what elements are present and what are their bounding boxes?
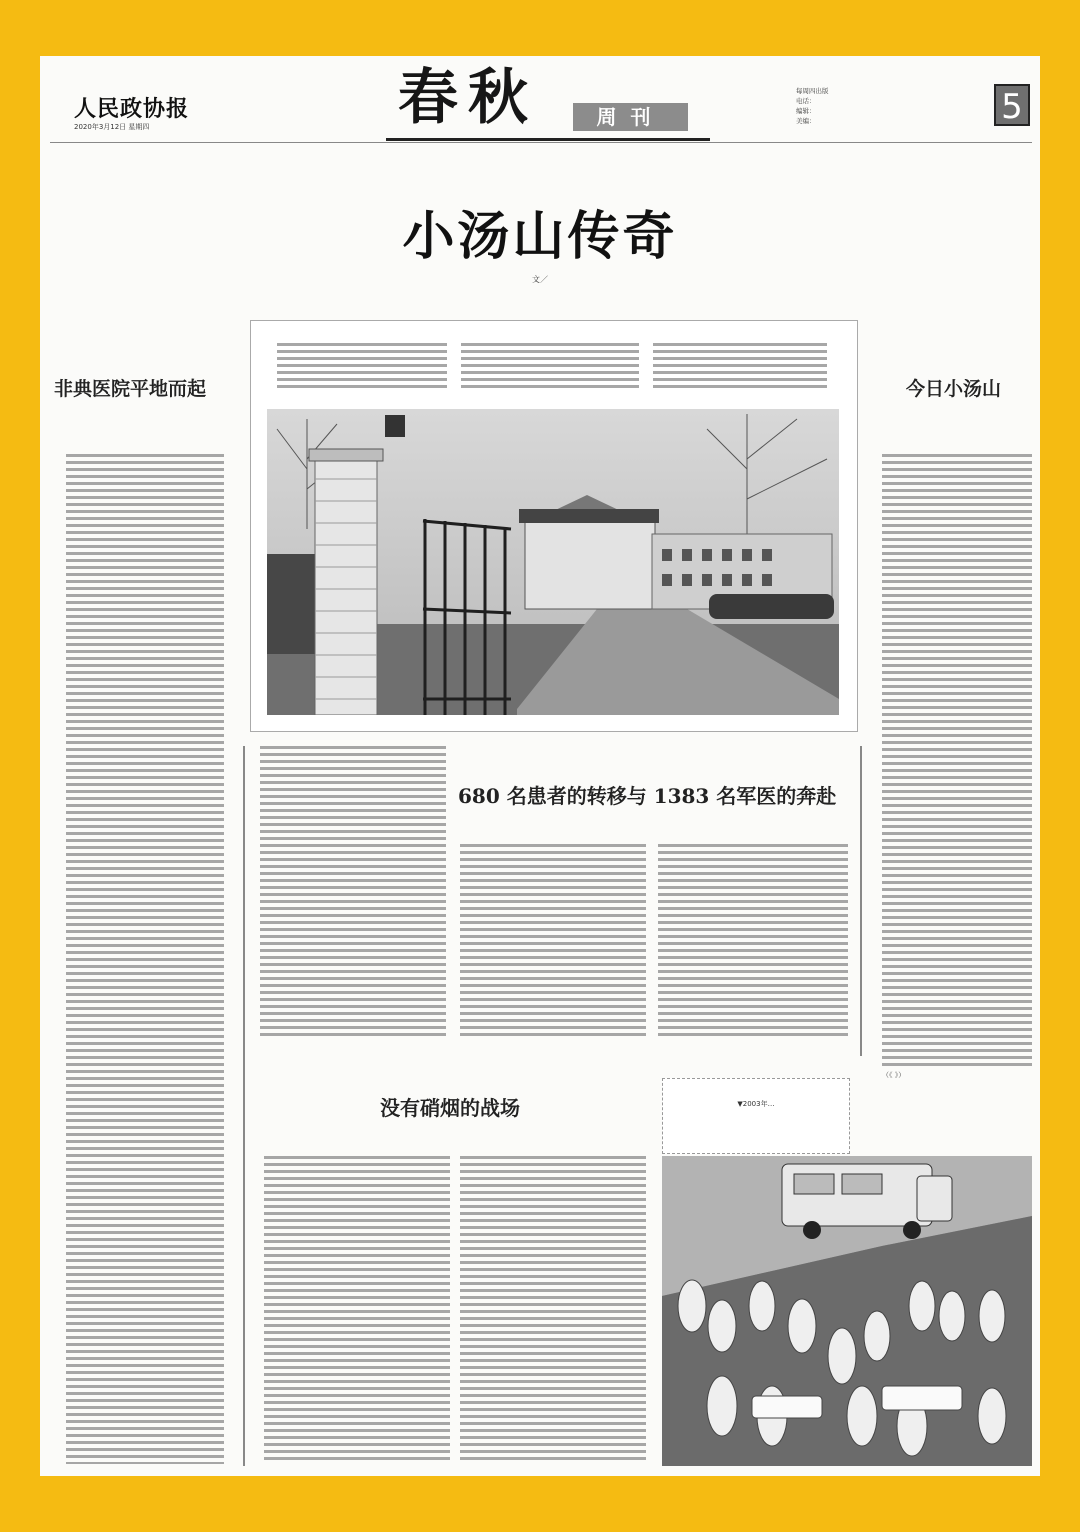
intro-text-2 bbox=[461, 343, 639, 391]
center-section-heading: 680 名患者的转移与 1383 名军医的奔赴 bbox=[458, 784, 837, 808]
newspaper-page bbox=[40, 56, 1040, 1476]
column-divider bbox=[243, 746, 245, 1466]
intro-text-1 bbox=[277, 343, 447, 391]
source-credit: （《 》） bbox=[882, 1071, 906, 1079]
header-rule bbox=[386, 138, 710, 141]
photo-caption: ▼2003年… bbox=[737, 1100, 775, 1108]
left-column-text bbox=[66, 454, 224, 1464]
hospital-gate-photo bbox=[267, 409, 839, 715]
top-photo-frame bbox=[250, 320, 858, 732]
left-section-heading: 非典医院平地而起 bbox=[54, 378, 207, 400]
column-divider bbox=[860, 746, 862, 1056]
center-text-2 bbox=[460, 844, 646, 1038]
intro-text-3 bbox=[653, 343, 827, 391]
newspaper-logo: 人民政协报 bbox=[74, 96, 190, 122]
center-text-3 bbox=[658, 844, 848, 1038]
section-subtitle: 周刊 bbox=[573, 103, 688, 131]
top-divider bbox=[50, 142, 1032, 143]
article-title: 小汤山传奇 bbox=[402, 207, 678, 267]
right-section-heading: 今日小汤山 bbox=[906, 378, 1002, 400]
medical-staff-photo bbox=[662, 1156, 1032, 1466]
masthead-info: 每周四出版 电话： 编辑： 美编： bbox=[796, 87, 829, 125]
center-text-1 bbox=[260, 746, 446, 1036]
lower-text-2 bbox=[460, 1156, 646, 1461]
lower-section-heading: 没有硝烟的战场 bbox=[380, 1096, 520, 1120]
issue-date: 2020年3月12日 星期四 bbox=[74, 123, 150, 131]
section-title: 春秋 bbox=[398, 63, 538, 133]
photo-caption-box bbox=[662, 1078, 850, 1154]
lower-text-1 bbox=[264, 1156, 450, 1461]
right-column-text bbox=[882, 454, 1032, 1066]
page-number: 5 bbox=[994, 84, 1030, 126]
byline: 文／ bbox=[532, 275, 548, 284]
